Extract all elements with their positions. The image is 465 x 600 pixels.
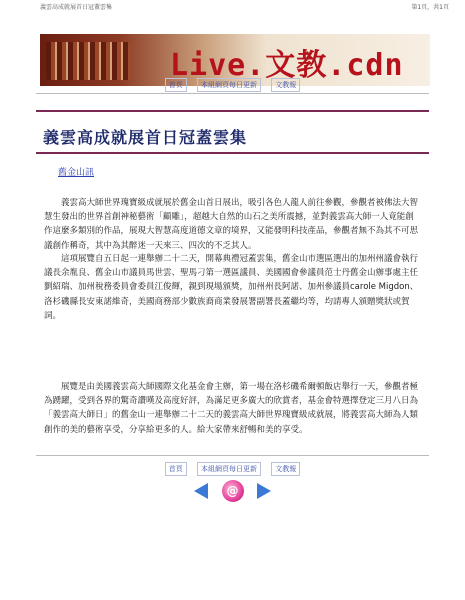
nav-newspaper-link[interactable]: 文教報 — [271, 78, 300, 92]
site-logo: Live.文教.cdn — [170, 48, 404, 83]
home-icon[interactable]: @ — [222, 480, 244, 502]
pager — [0, 480, 465, 502]
nav-daily-update-link-bottom[interactable]: 本組網頁每日更新 — [197, 462, 261, 476]
article-paragraph: 義雲高大師世界瑰寶級成就展於舊金山首日展出，吸引各色人龍人前往參觀，參觀者被佛法大智慧生發出的世界首創神秘藝術「顧雕」，超越大自然的山石之美所震撼，並對義雲高大師一人竟能創作這麼多類別的作品，展現大智慧高度道德文章的境界，又能發明科技產品，參觀者無不為其不可思議創作稱奇，其中為其醉迷一天來三、四次的不乏其人。 — [44, 198, 419, 251]
top-nav — [0, 78, 465, 92]
nav-daily-update-link[interactable]: 本組網頁每日更新 — [197, 78, 261, 92]
bottom-nav — [0, 462, 465, 476]
nav-newspaper-link-bottom[interactable]: 文教報 — [271, 462, 300, 476]
article-paragraph: 這項展覽自五日起一連舉辦二十二天，開幕典禮冠蓋雲集，舊金山市選區選出的加州州議會執行議長余胤良、舊金山市議員馬世雲、聖馬刁第一選區議員、美國國會參議員范士丹舊金山辦事處主任劉紹瑞、加州稅務委員會委員江俊輝，親到現場頒獎，加州州長阿諾、加州參議員carole Migdon、洛杉磯縣長安東諾維奇，美國商務部少數族裔商業發展署副署長蓋繼均等，均請專人頒贈獎狀或賀詞。 — [44, 254, 419, 321]
previous-arrow-icon[interactable] — [194, 483, 208, 499]
next-arrow-icon[interactable] — [257, 483, 271, 499]
header-title: 義雲高成就展首日冠蓋雲集 — [40, 4, 113, 11]
article-byline[interactable]: 舊金山訊 — [58, 168, 95, 178]
article-title: 義雲高成就展首日冠蓋雲集 — [43, 128, 248, 147]
article-paragraph: 展覽是由美國義雲高大師國際文化基金會主辦，第一場在洛杉磯希爾頓飯店舉行一天，參觀者極為踴躍，受到各界的驚奇讚嘆及高度好評，為滿足更多廣大的欣賞者，基金會特選擇登定三月八日為「義雲高大師日」的舊金山一連舉辦二十二天的義雲高大師世界瑰寶級成就展，將義雲高大師為人類創作的美的藝術享受，分享給更多的人。給大家帶來舒暢和美的享受。 — [44, 382, 419, 435]
footer-divider — [36, 455, 429, 456]
title-bottom-rule — [36, 152, 429, 154]
nav-home-link-bottom[interactable]: 首頁 — [165, 462, 187, 476]
nav-home-link[interactable]: 首頁 — [165, 78, 187, 92]
divider — [36, 93, 429, 94]
window-header — [0, 0, 465, 12]
title-top-rule — [36, 110, 429, 112]
banner-books-image — [46, 42, 130, 80]
page-count: 第1頁，共1頁 — [411, 4, 449, 11]
